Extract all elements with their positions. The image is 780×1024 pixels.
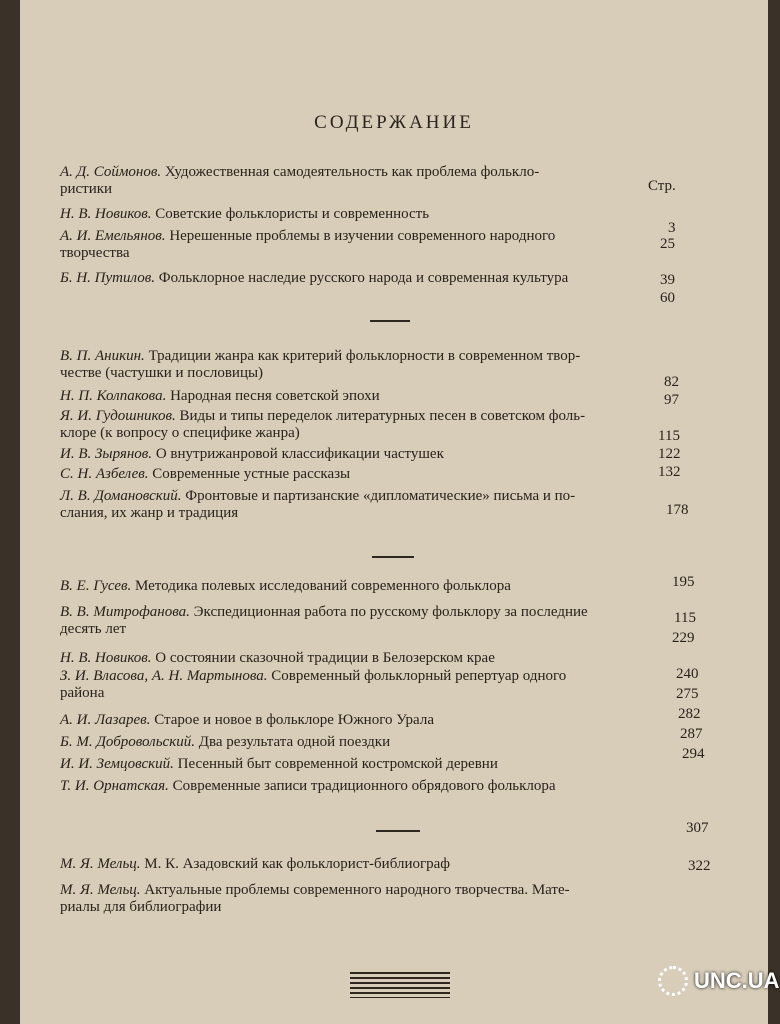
entry-title: Методика полевых исследований современного фольклора [135, 578, 511, 594]
page-title: СОДЕРЖАНИЕ [314, 112, 474, 133]
entry-page: 287 [680, 726, 703, 742]
entry-title: Песенный быт современной костромской деревни [177, 756, 498, 772]
entry-author: И. В. Зырянов. [60, 446, 153, 462]
entry-page: 60 [660, 290, 675, 306]
entry-page: 178 [666, 502, 689, 518]
toc-entry [60, 270, 700, 287]
entry-title: Два результата одной поездки [198, 734, 391, 750]
entry-title-cont: района [60, 685, 105, 701]
toc-entry [60, 668, 700, 702]
entry-title-cont: клоре (к вопросу о специфике жанра) [60, 425, 300, 441]
entry-author: Б. М. Добровольский. [60, 734, 195, 750]
toc-entry [60, 604, 700, 638]
toc-entry [60, 206, 700, 223]
entry-page: 97 [664, 392, 679, 408]
entry-title: Современный фольклорный репертуар одного [271, 668, 567, 684]
entry-page: 3 [668, 220, 676, 236]
toc-entry [60, 228, 700, 262]
entry-author: М. Я. Мельц. [60, 882, 141, 898]
entry-author: Т. И. Орнатская. [60, 778, 169, 794]
entry-author: М. Я. Мельц. [60, 856, 141, 872]
entry-author: С. Н. Азбелев. [60, 466, 149, 482]
entry-author: Н. В. Новиков. [60, 650, 152, 666]
entry-author: В. В. Митрофанова. [60, 604, 190, 620]
entry-author: З. И. Власова, А. Н. Мартынова. [60, 668, 268, 684]
book-page [20, 0, 768, 1024]
toc-entry [60, 388, 700, 405]
entry-page: 195 [672, 574, 695, 590]
toc-entry [60, 734, 700, 751]
entry-title-cont: творчества [60, 245, 130, 261]
entry-author: А. И. Лазарев. [60, 712, 151, 728]
entry-page: 282 [678, 706, 701, 722]
entry-page: 122 [658, 446, 681, 462]
entry-page: 294 [682, 746, 705, 762]
entry-page: 115 [658, 428, 680, 444]
entry-title: Традиции жанра как критерий фольклорности в современном твор- [148, 348, 581, 364]
toc-entry [60, 756, 700, 773]
entry-title: Старое и новое в фольклоре Южного Урала [154, 712, 434, 728]
entry-author: В. Е. Гусев. [60, 578, 132, 594]
toc-entry [60, 882, 700, 916]
entry-page: 82 [664, 374, 679, 390]
entry-author: А. И. Емельянов. [60, 228, 166, 244]
toc-entry [60, 778, 700, 795]
entry-page: 229 [672, 630, 695, 646]
entry-author: И. И. Земцовский. [60, 756, 174, 772]
toc-entry [60, 408, 700, 442]
toc-entry [60, 650, 700, 667]
entry-page: 115 [674, 610, 696, 626]
toc-entry [60, 488, 700, 522]
entry-page: 25 [660, 236, 675, 252]
entry-title: О состоянии сказочной традиции в Белозерском крае [155, 650, 495, 666]
section-divider [376, 830, 420, 832]
entry-title-cont: честве (частушки и пословицы) [60, 365, 264, 381]
page-column-label: Стр. [648, 178, 676, 194]
entry-title-cont: десять лет [60, 621, 127, 637]
entry-page: 39 [660, 272, 675, 288]
entry-title: Современные устные рассказы [152, 466, 351, 482]
section-divider [370, 320, 410, 322]
entry-title: Народная песня советской эпохи [170, 388, 380, 404]
toc-entry [60, 446, 700, 463]
entry-title-cont: ристики [60, 181, 113, 197]
toc-entry [60, 856, 700, 873]
entry-author: Я. И. Гудошников. [60, 408, 176, 424]
entry-title: Художественная самодеятельность как проблема фолькло- [164, 164, 540, 180]
entry-title: О внутрижанровой классификации частушек [155, 446, 444, 462]
entry-author: А. Д. Соймонов. [60, 164, 162, 180]
entry-page: 275 [676, 686, 699, 702]
entry-title: Фронтовые и партизанские «дипломатические» письма и по- [185, 488, 576, 504]
watermark [658, 966, 780, 996]
entry-page: 132 [658, 464, 681, 480]
entry-author: Н. П. Колпакова. [60, 388, 167, 404]
section-divider [372, 556, 414, 558]
toc-entry [60, 164, 700, 198]
entry-title: Экспедиционная работа по русскому фольклору за последние [193, 604, 588, 620]
entry-title: Актуальные проблемы современного народного творчества. Мате- [144, 882, 570, 898]
entry-title: Виды и типы переделок литературных песен в советском фоль- [179, 408, 586, 424]
entry-title-cont: риалы для библиографии [60, 899, 222, 915]
entry-author: Н. В. Новиков. [60, 206, 152, 222]
end-ornament [350, 972, 450, 998]
entry-title: Фольклорное наследие русского народа и современная культура [158, 270, 569, 286]
entry-title: Советские фольклористы и современность [155, 206, 430, 222]
entry-title: М. К. Азадовский как фольклорист-библиограф [144, 856, 451, 872]
toc-entry [60, 712, 700, 729]
entry-author: Л. В. Домановский. [60, 488, 182, 504]
toc-entry [60, 348, 700, 382]
entry-author: В. П. Аникин. [60, 348, 145, 364]
entry-title-cont: слания, их жанр и традиция [60, 505, 239, 521]
toc-entry [60, 466, 700, 483]
entry-author: Б. Н. Путилов. [60, 270, 155, 286]
entry-title: Нерешенные проблемы в изучении современного народного [169, 228, 556, 244]
entry-page: 307 [686, 820, 709, 836]
entry-title: Современные записи традиционного обрядового фольклора [172, 778, 556, 794]
entry-page: 240 [676, 666, 699, 682]
sunburst-logo-icon [658, 966, 688, 996]
entry-page: 322 [688, 858, 711, 874]
toc-entry [60, 578, 700, 595]
watermark-text: UNC.UA [694, 968, 780, 993]
